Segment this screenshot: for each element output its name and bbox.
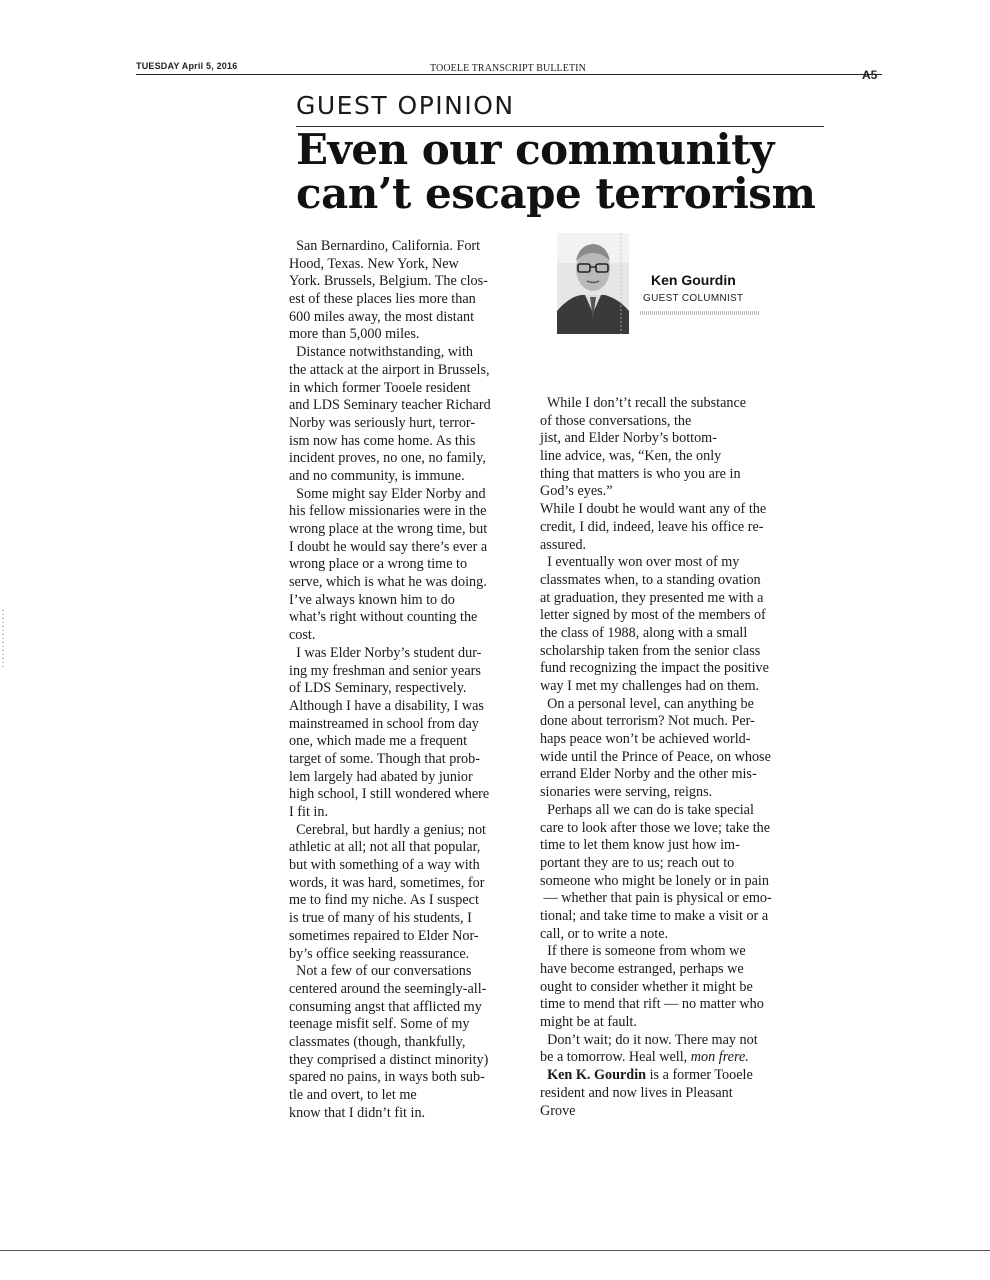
text-line: might be at fault. bbox=[540, 1014, 637, 1031]
text-line: sionaries were serving, reigns. bbox=[540, 784, 713, 801]
text-line: time to mend that rift — no matter who bbox=[540, 996, 764, 1013]
text-line: Cerebral, but hardly a genius; not bbox=[289, 821, 486, 838]
author-name: Ken K. Gourdin bbox=[540, 1067, 647, 1084]
text-line: errand Elder Norby and the other mis- bbox=[540, 766, 757, 783]
text-line: Grove bbox=[540, 1102, 576, 1119]
page-number: A5 bbox=[862, 68, 878, 82]
text-line: Not a few of our conversations bbox=[289, 963, 472, 980]
text-line: jist, and Elder Norby’s bottom- bbox=[540, 430, 717, 447]
section-label: GUEST OPINION bbox=[296, 91, 515, 120]
article-column-right bbox=[540, 395, 810, 1120]
text-line: of LDS Seminary, respectively. bbox=[289, 680, 467, 697]
text-line: tional; and take time to make a visit or a bbox=[540, 907, 769, 924]
scan-edge-marks bbox=[2, 610, 4, 670]
text-line: I doubt he would say there’s ever a bbox=[289, 538, 488, 555]
text-line: but with something of a way with bbox=[289, 857, 480, 874]
text-line: teenage misfit self. Some of my bbox=[289, 1016, 470, 1033]
text-line: call, or to write a note. bbox=[540, 925, 669, 942]
text-line: know that I didn’t fit in. bbox=[289, 1104, 426, 1121]
text-line: God’s eyes.” bbox=[540, 483, 613, 500]
text-line: serve, which is what he was doing. bbox=[289, 574, 487, 591]
text-line: and no community, is immune. bbox=[289, 467, 465, 484]
text-line: be a tomorrow. Heal well, mon frere. bbox=[540, 1049, 749, 1066]
headline bbox=[296, 125, 836, 218]
text-line: classmates when, to a standing ovation bbox=[540, 571, 761, 588]
text-line: me to find my niche. As I suspect bbox=[289, 892, 479, 909]
text-line: cost. bbox=[289, 627, 316, 644]
text-line: If there is someone from whom we bbox=[540, 943, 746, 960]
text-line: spared no pains, in ways both sub- bbox=[289, 1069, 485, 1086]
issue-date: TUESDAY April 5, 2016 bbox=[136, 61, 238, 71]
text-line: Hood, Texas. New York, New bbox=[289, 255, 459, 272]
closing-phrase: mon frere. bbox=[690, 1049, 749, 1066]
text-line: — whether that pain is physical or emo- bbox=[540, 890, 772, 907]
text-line: care to look after those we love; take the bbox=[540, 819, 771, 836]
byline-name: Ken Gourdin bbox=[651, 272, 736, 288]
text-line: athletic at all; not all that popular, bbox=[289, 839, 481, 856]
columnist-photo-icon bbox=[557, 233, 629, 334]
text-line: high school, I still wondered where bbox=[289, 786, 490, 803]
text-line: ism now has come home. As this bbox=[289, 432, 476, 449]
text-line: On a personal level, can anything be bbox=[540, 695, 754, 712]
text-line: 600 miles away, the most distant bbox=[289, 308, 475, 325]
text-line: haps peace won’t be achieved world- bbox=[540, 731, 751, 748]
text-line: in which former Tooele resident bbox=[289, 379, 471, 396]
text-line: thing that matters is who you are in bbox=[540, 465, 741, 482]
header-rule bbox=[136, 74, 882, 75]
text-line: time to let them know just how im- bbox=[540, 837, 740, 854]
text-line: sometimes repaired to Elder Nor- bbox=[289, 927, 479, 944]
text-line: est of these places lies more than bbox=[289, 291, 476, 308]
text-line: wrong place or a wrong time to bbox=[289, 556, 468, 573]
text-line: consuming angst that afflicted my bbox=[289, 998, 482, 1015]
text-line: scholarship taken from the senior class bbox=[540, 642, 761, 659]
text-line: incident proves, no one, no family, bbox=[289, 450, 486, 467]
text-line: assured. bbox=[540, 536, 587, 553]
text-line: I was Elder Norby’s student dur- bbox=[289, 644, 482, 661]
text-line: have become estranged, perhaps we bbox=[540, 961, 744, 977]
text-line: I’ve always known him to do bbox=[289, 591, 455, 608]
text-line: mainstreamed in school from day bbox=[289, 715, 479, 732]
bottom-rule bbox=[0, 1250, 990, 1251]
text-line: resident and now lives in Pleasant bbox=[540, 1084, 733, 1101]
text-line: by’s office seeking reassurance. bbox=[289, 945, 470, 962]
text-line: they comprised a distinct minority) bbox=[289, 1051, 489, 1068]
text-line: While I doubt he would want any of the bbox=[540, 501, 767, 518]
byline-rule bbox=[640, 311, 760, 315]
text-line: what’s right without counting the bbox=[289, 609, 478, 626]
text-line: line advice, was, “Ken, the only bbox=[540, 448, 722, 465]
text-line: wrong place at the wrong time, but bbox=[289, 521, 488, 537]
headline-line: Even our community bbox=[296, 125, 774, 174]
text-line: way I met my challenges had on them. bbox=[540, 678, 760, 694]
text-line: Some might say Elder Norby and bbox=[289, 485, 486, 502]
text-line: and LDS Seminary teacher Richard bbox=[289, 397, 491, 414]
text-line: of those conversations, the bbox=[540, 412, 692, 429]
newspaper-name: TOOELE TRANSCRIPT BULLETIN bbox=[430, 63, 586, 74]
text-line: Although I have a disability, I was bbox=[289, 697, 484, 714]
text-line: his fellow missionaries were in the bbox=[289, 503, 487, 520]
byline-title: GUEST COLUMNIST bbox=[643, 293, 744, 304]
text-line: I fit in. bbox=[289, 804, 329, 820]
text-line: While I don’t’t recall the substance bbox=[540, 395, 747, 411]
text-line: lem largely had abated by junior bbox=[289, 768, 473, 785]
text-line: ing my freshman and senior years bbox=[289, 662, 481, 679]
text-line: wide until the Prince of Peace, on whose bbox=[540, 748, 771, 765]
text-line: Norby was seriously hurt, terror- bbox=[289, 414, 476, 431]
text-line: Distance notwithstanding, with bbox=[289, 344, 474, 361]
text-line: tle and overt, to let me bbox=[289, 1087, 417, 1103]
text-line: York. Brussels, Belgium. The clos- bbox=[289, 273, 488, 290]
text-line: words, it was hard, sometimes, for bbox=[289, 874, 485, 891]
text-line: fund recognizing the impact the positive bbox=[540, 660, 769, 677]
text-line: portant they are to us; reach out to bbox=[540, 854, 735, 871]
text-line: the class of 1988, along with a small bbox=[540, 624, 748, 641]
text-line: Perhaps all we can do is take special bbox=[540, 801, 754, 818]
text-line: one, which made me a frequent bbox=[289, 733, 468, 750]
text-line: classmates (though, thankfully, bbox=[289, 1033, 466, 1050]
author-note: Ken K. Gourdin is a former Tooele bbox=[540, 1067, 753, 1084]
text-line: done about terrorism? Not much. Per- bbox=[540, 713, 755, 730]
text-line: letter signed by most of the members of bbox=[540, 607, 766, 624]
headline-line: can’t escape terrorism bbox=[296, 169, 816, 218]
article-column-left bbox=[289, 238, 529, 1122]
text-line: ought to consider whether it might be bbox=[540, 978, 753, 995]
text-line: the attack at the airport in Brussels, bbox=[289, 361, 490, 378]
text-line: Don’t wait; do it now. There may not bbox=[540, 1031, 758, 1048]
text-line: at graduation, they presented me with a bbox=[540, 589, 764, 606]
text-line: target of some. Though that prob- bbox=[289, 750, 480, 767]
text-line: is true of many of his students, I bbox=[289, 910, 472, 927]
text-line: more than 5,000 miles. bbox=[289, 326, 420, 343]
text-line: centered around the seemingly-all- bbox=[289, 980, 487, 997]
text-line: someone who might be lonely or in pain bbox=[540, 872, 769, 889]
text-line: San Bernardino, California. Fort bbox=[289, 238, 481, 254]
text-line: I eventually won over most of my bbox=[540, 554, 740, 571]
text-line: credit, I did, indeed, leave his office re- bbox=[540, 518, 764, 535]
